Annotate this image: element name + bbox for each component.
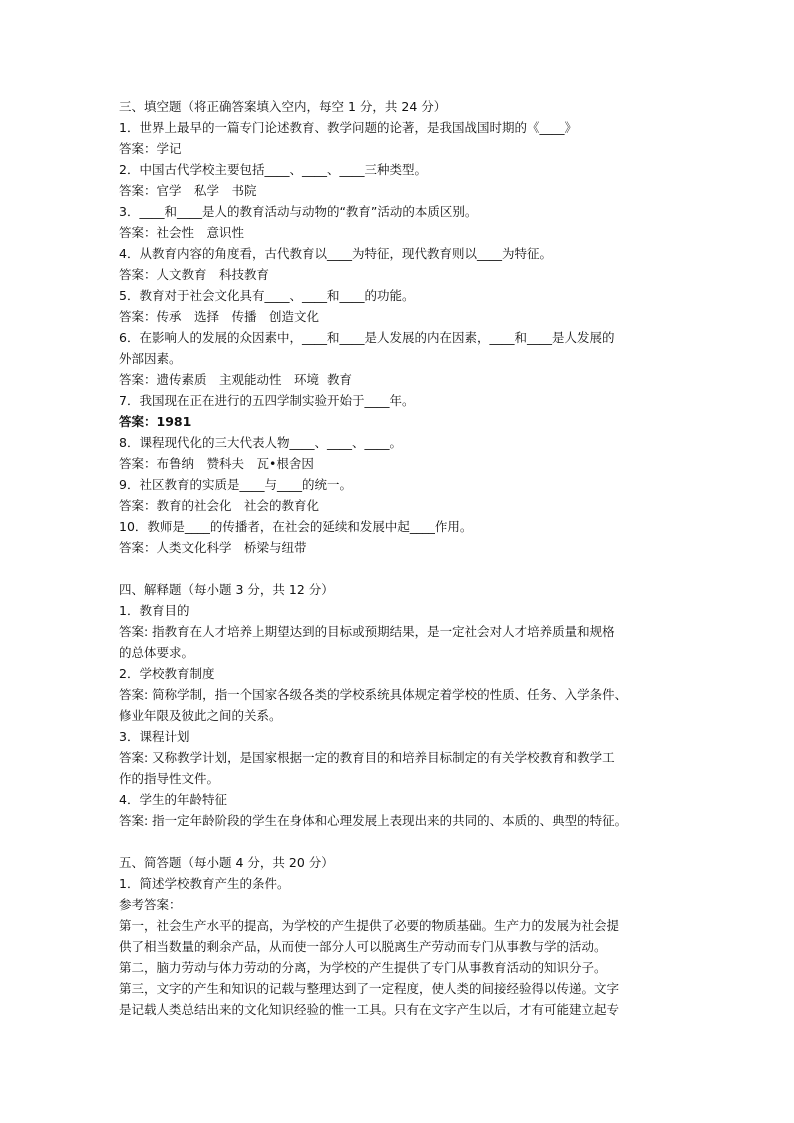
answer-line-continued: 修业年限及彼此之间的关系。 bbox=[119, 708, 282, 723]
answer-line: 答案：布鲁纳 赞科夫 瓦•根舍因 bbox=[119, 456, 314, 471]
answer-line: 答案：1981 bbox=[119, 414, 192, 429]
answer-line-continued: 作的指导性文件。 bbox=[119, 771, 220, 786]
section-heading-short-answer: 五、简答题（每小题 4 分，共 20 分） bbox=[119, 855, 334, 870]
answer-paragraph-line: 是记载人类总结出来的文化知识经验的惟一工具。只有在文字产生以后，才有可能建立起专 bbox=[119, 1002, 620, 1017]
answer-paragraph-line: 第一，社会生产水平的提高，为学校的产生提供了必要的物质基础。生产力的发展为社会提 bbox=[119, 918, 620, 933]
answer-paragraph-line: 第三，文字的产生和知识的记载与整理达到了一定程度，使人类的间接经验得以传递。文字 bbox=[119, 981, 620, 996]
question-line: 3．课程计划 bbox=[119, 729, 190, 744]
document-page bbox=[119, 96, 679, 1020]
section-spacer bbox=[119, 558, 679, 579]
answer-paragraph-line: 第二，脑力劳动与体力劳动的分离，为学校的产生提供了专门从事教育活动的知识分子。 bbox=[119, 960, 607, 975]
answer-line: 答案：社会性 意识性 bbox=[119, 225, 245, 240]
question-line: 2．学校教育制度 bbox=[119, 666, 215, 681]
question-line: 5．教育对于社会文化具有____、____和____的功能。 bbox=[119, 288, 415, 303]
answer-line: 答案：学记 bbox=[119, 141, 182, 156]
question-line: 10．教师是____的传播者，在社会的延续和发展中起____作用。 bbox=[119, 519, 473, 534]
question-line: 1．世界上最早的一篇专门论述教育、教学问题的论著，是我国战国时期的《____》 bbox=[119, 120, 577, 135]
answer-line: 答案: 简称学制，指一个国家各级各类的学校系统具体规定着学校的性质、任务、入学条件、 bbox=[119, 687, 628, 702]
answer-line: 答案：人文教育 科技教育 bbox=[119, 267, 270, 282]
question-line: 1．简述学校教育产生的条件。 bbox=[119, 876, 290, 891]
question-line-continued: 外部因素。 bbox=[119, 351, 182, 366]
section-spacer bbox=[119, 831, 679, 852]
answer-line: 答案: 指教育在人才培养上期望达到的目标或预期结果，是一定社会对人才培养质量和规格 bbox=[119, 624, 615, 639]
question-line: 4．从教育内容的角度看，古代教育以____为特征，现代教育则以____为特征。 bbox=[119, 246, 552, 261]
reference-answer-label: 参考答案： bbox=[119, 897, 182, 912]
answer-line: 答案：传承 选择 传播 创造文化 bbox=[119, 309, 320, 324]
answer-paragraph-line: 供了相当数量的剩余产品，从而使一部分人可以脱离生产劳动而专门从事教与学的活动。 bbox=[119, 939, 607, 954]
question-line: 4．学生的年龄特征 bbox=[119, 792, 227, 807]
question-line: 2．中国古代学校主要包括____、____、____三种类型。 bbox=[119, 162, 427, 177]
answer-line-continued: 的总体要求。 bbox=[119, 645, 195, 660]
answer-line: 答案：官学 私学 书院 bbox=[119, 183, 257, 198]
question-line: 7．我国现在正在进行的五四学制实验开始于____年。 bbox=[119, 393, 415, 408]
answer-line: 答案: 指一定年龄阶段的学生在身体和心理发展上表现出来的共同的、本质的、典型的特征。 bbox=[119, 813, 628, 828]
section-heading-fill-in: 三、填空题（将正确答案填入空内，每空 1 分，共 24 分） bbox=[119, 99, 447, 114]
question-line: 8．课程现代化的三大代表人物____、____、____。 bbox=[119, 435, 402, 450]
question-line: 6．在影响人的发展的众因素中，____和____是人发展的内在因素，____和____是人发展的 bbox=[119, 330, 615, 345]
answer-line: 答案: 又称教学计划，是国家根据一定的教育目的和培养目标制定的有关学校教育和教学工 bbox=[119, 750, 615, 765]
section-heading-explanation: 四、解释题（每小题 3 分，共 12 分） bbox=[119, 582, 334, 597]
question-line: 1．教育目的 bbox=[119, 603, 190, 618]
answer-line: 答案：遗传素质 主观能动性 环境 教育 bbox=[119, 372, 352, 387]
question-line: 9．社区教育的实质是____与____的统一。 bbox=[119, 477, 352, 492]
answer-line: 答案：人类文化科学 桥梁与纽带 bbox=[119, 540, 307, 555]
answer-line: 答案：教育的社会化 社会的教育化 bbox=[119, 498, 320, 513]
question-line: 3．____和____是人的教育活动与动物的“教育”活动的本质区别。 bbox=[119, 204, 478, 219]
